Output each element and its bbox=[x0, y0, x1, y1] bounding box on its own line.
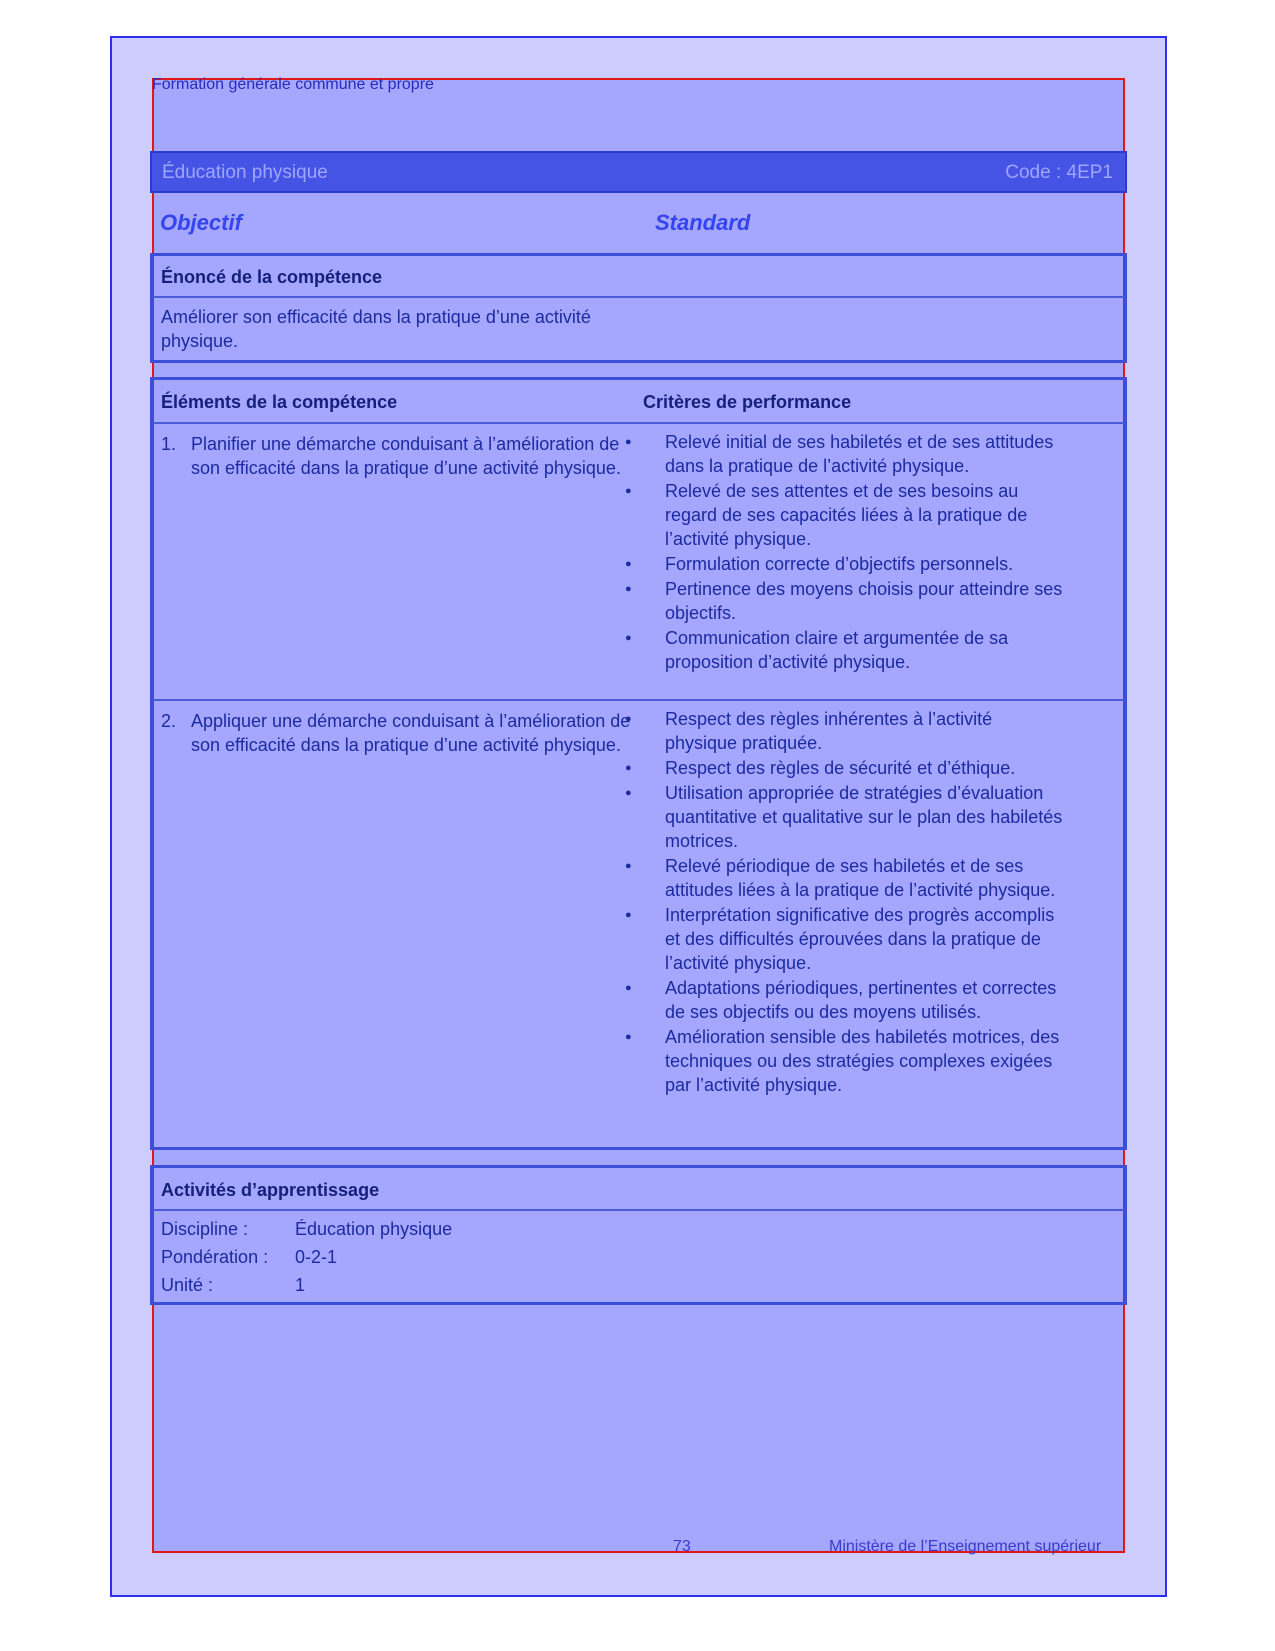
activites-box bbox=[150, 1165, 1127, 1305]
element-number: 2. bbox=[161, 711, 177, 731]
critere-item: ● Communication claire et argumentée de sa proposition d’activité physique. bbox=[623, 626, 1068, 674]
critere-item: ● Relevé périodique de ses habiletés et de ses attitudes liées à la pratique de l’activité physique. bbox=[623, 854, 1068, 902]
running-header: Formation générale commune et propre bbox=[152, 76, 434, 93]
critere-item: ● Pertinence des moyens choisis pour atteindre ses objectifs. bbox=[623, 577, 1068, 625]
table-row bbox=[153, 424, 1124, 699]
course-header bbox=[150, 151, 1127, 193]
activites-heading: Activités d’apprentissage bbox=[153, 1168, 1124, 1211]
course-title: Éducation physique bbox=[162, 162, 328, 183]
table-body bbox=[153, 424, 1124, 1151]
critere-item: ● Respect des règles de sécurité et d’éthique. bbox=[623, 756, 1068, 780]
unite-label: Unité : bbox=[161, 1275, 214, 1295]
col-elements-header: Éléments de la compétence bbox=[161, 392, 398, 412]
element-number: 1. bbox=[161, 434, 177, 454]
critere-item: ● Relevé initial de ses habiletés et de ses attitudes dans la pratique de l’activité physique. bbox=[623, 430, 1068, 478]
standard-label: Standard bbox=[655, 210, 751, 235]
enonce-heading: Énoncé de la compétence bbox=[153, 256, 1124, 298]
competence-element bbox=[161, 432, 631, 480]
footer-ministere: Ministère de l’Enseignement supérieur bbox=[829, 1538, 1102, 1555]
ponderation-label: Pondération : bbox=[161, 1247, 269, 1267]
ponderation-value: 0-2-1 bbox=[295, 1247, 338, 1267]
critere-item: ● Formulation correcte d’objectifs personnels. bbox=[623, 552, 1068, 576]
table-row bbox=[153, 699, 1124, 1151]
critere-item: ● Adaptations périodiques, pertinentes et correctes de ses objectifs ou des moyens utilisés. bbox=[623, 976, 1068, 1024]
criteres-list bbox=[623, 707, 1068, 1098]
unite-value: 1 bbox=[295, 1275, 306, 1295]
critere-item: ● Utilisation appropriée de stratégies d’évaluation quantitative et qualitative sur le plan des habiletés motrices. bbox=[623, 781, 1068, 853]
code-label: Code : bbox=[1005, 162, 1062, 183]
objectif-label: Objectif bbox=[160, 210, 242, 235]
critere-item: ● Respect des règles inhérentes à l’activité physique pratiquée. bbox=[623, 707, 1068, 755]
course-code bbox=[1005, 162, 1113, 184]
critere-item: ● Interprétation significative des progrès accomplis et des difficultés éprouvées dans la pratique de l’activité physique. bbox=[623, 903, 1068, 975]
competence-element bbox=[161, 709, 631, 757]
discipline-label: Discipline : bbox=[161, 1219, 249, 1239]
criteres-list bbox=[623, 430, 1068, 675]
competence-table bbox=[150, 377, 1127, 1150]
enonce-text: Améliorer son efficacité dans la pratique d’une activité physique. bbox=[161, 307, 591, 351]
discipline-value: Éducation physique bbox=[295, 1219, 453, 1239]
table-header bbox=[153, 380, 1124, 424]
code-value: 4EP1 bbox=[1066, 162, 1113, 183]
page-number: 73 bbox=[673, 1538, 691, 1555]
activites-details bbox=[153, 1211, 1124, 1301]
enonce-box bbox=[150, 253, 1127, 363]
col-criteres-header: Critères de performance bbox=[643, 392, 852, 412]
element-text: Planifier une démarche conduisant à l’amélioration de son efficacité dans la pratique d’une activité physique. bbox=[191, 434, 621, 478]
element-text: Appliquer une démarche conduisant à l’amélioration de son efficacité dans la pratique d’une activité physique. bbox=[191, 711, 631, 755]
critere-item: ● Amélioration sensible des habiletés motrices, des techniques ou des stratégies complexes exigées par l’activité physique. bbox=[623, 1025, 1068, 1097]
critere-item: ● Relevé de ses attentes et de ses besoins au regard de ses capacités liées à la pratique de l’activité physique. bbox=[623, 479, 1068, 551]
